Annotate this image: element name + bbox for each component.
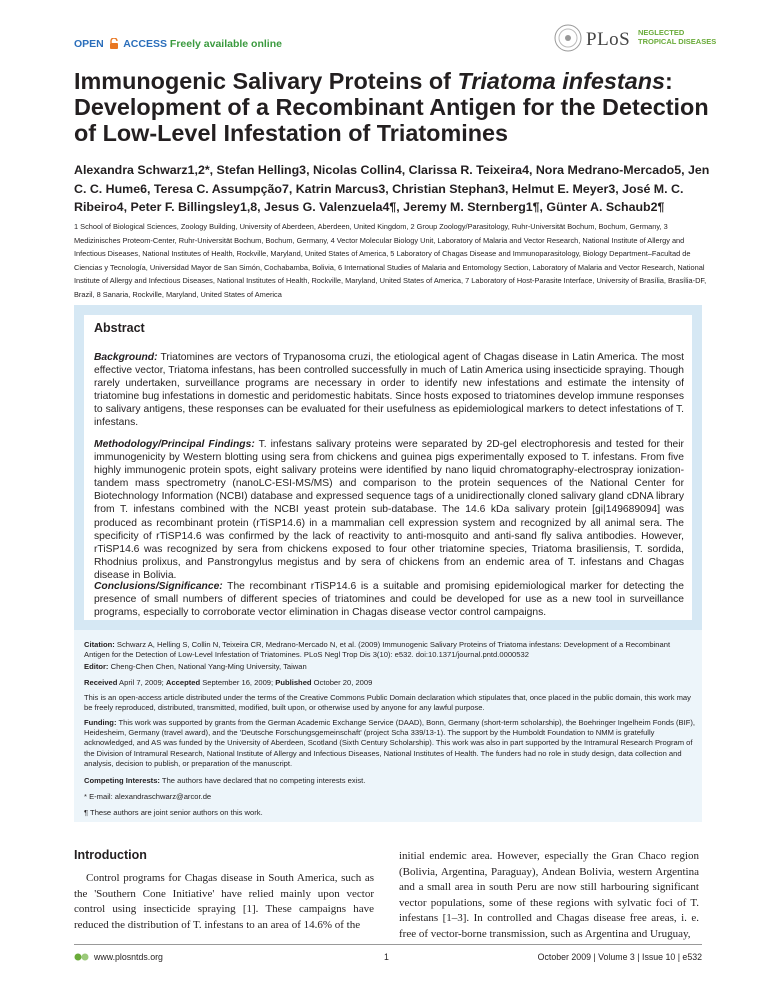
plos-seal-icon <box>552 22 584 54</box>
introduction-right-column: initial endemic area. However, especially the Gran Chaco region (Bolivia, Argentina, Paraguay), Andean Bolivia, western Argentina and a small area in south Peru are now still harbouring significant vector populations, some of these regions with sylvatic foci of T. infestans [1–3]. In controlled and Chagas disease free areas, i. e. free of vector-borne transmission, such as Argentina and Uruguay, <box>399 850 699 940</box>
website-icon <box>74 953 90 961</box>
open-access-label: OPEN <box>74 38 104 50</box>
abstract-conclusions: Conclusions/Significance: The recombinant rTiSP14.6 is a suitable and promising epidemiological marker for detecting the presence of small numbers of different species of triatomines and could be developed for use as a new tool in surveillance programs, especially to corroborate vector elimination in Chagas disease vector control campaigns. <box>94 581 684 619</box>
license: This is an open-access article distributed under the terms of the Creative Commons Public Domain declaration which stipulates that, once placed in the public domain, this work may be freely reproduced, distributed, transmitted, modified, built upon, or otherwise used by anyone for any lawful purpose. <box>84 693 691 713</box>
journal-logo <box>552 22 717 54</box>
dates: Received April 7, 2009; Accepted September 16, 2009; Published October 20, 2009 <box>84 678 373 687</box>
abstract-box <box>74 305 702 630</box>
competing-interests: Competing Interests: The authors have declared that no competing interests exist. <box>84 776 366 785</box>
journal-subtitle: NEGLECTED TROPICAL DISEASES <box>638 28 717 46</box>
page-number: 1 <box>384 952 389 962</box>
issue-info: October 2009 | Volume 3 | Issue 10 | e532 <box>537 952 702 962</box>
open-access-banner <box>74 38 282 50</box>
access-label: ACCESS <box>123 38 167 50</box>
joint-authors-note: ¶ These authors are joint senior authors on this work. <box>84 808 263 817</box>
abstract-methods: Methodology/Principal Findings: T. infestans salivary proteins were separated by 2D-gel electrophoresis and tested for their immunogenicity by Western blotting using sera from chickens and guinea pigs experimentally exposed to T. infestans. From five highly immunogenic protein spots, eight salivary proteins were identified by nano liquid chromatography-electrospray ionization-tandem mass spectrometry (nanoLC-ESI-MS/MS) and comparison to the protein sequences of the National Center for Biotechnology Information (NCBI) database and expressed sequence tags of a unidirectionally cloned salivary gland cDNA library from T. infestans combined with the NCBI yeast protein sub-database. The 14.6 kDa salivary protein [gi|149689094] was produced as recombinant protein (rTiSP14.6) in a mammalian cell expression system and recognized by all animal sera. The specificity of rTiSP14.6 was confirmed by the lack of reactivity to anti-mosquito and anti-sand fly saliva antibodies. However, rTiSP14.6 was recognized by sera from chickens exposed to four other triatomine species, Triatoma brasiliensis, T. sordida, Rhodnius prolixus, and Panstrongylus megistus and by sera of chickens from an endemic area of T. infestans and Chagas disease in Bolivia. <box>94 439 684 581</box>
abstract-heading: Abstract <box>94 321 145 335</box>
affiliations: 1 School of Biological Sciences, Zoology Building, University of Aberdeen, Aberdeen, United Kingdom, 2 Group Zoology/Parasitology, Ruhr-Universität Bochum, Bochum, Germany, 3 Medizinisches Proteom-Center, Ruhr-Universität Bochum, Bochum, Germany, 4 Vector Molecular Biology Unit, Laboratory of Malaria and Vector Research, National Institute of Allergy and Infectious Diseases, National Institutes of Health, Rockville, Maryland, United States of America, 5 Laboratory of Chagas Disease and Immunoparasitology, Biology Department–Facultad de Ciencias y Tecnología, Universidad Mayor de San Simón, Cochabamba, Bolivia, 6 International Studies of Malaria and Entomology Section, Laboratory of Malaria and Vector Research, National Institute of Allergy and Infectious Diseases, National Institutes of Health, Rockville, Maryland, United States of America, 7 Laboratory of Host-Parasite Interface, University of Brasília, Brasília-DF, Brazil, 8 Sanaria, Rockville, Maryland, United States of America <box>74 222 707 299</box>
article-title: Immunogenic Salivary Proteins of Triatoma infestans: Development of a Recombinant Antigen for the Detection of Low-Level Infestation of Triatomines <box>74 68 709 146</box>
introduction-heading: Introduction <box>74 848 147 862</box>
email: * E-mail: alexandraschwarz@arcor.de <box>84 792 212 801</box>
editor: Editor: Cheng-Chen Chen, National Yang-Ming University, Taiwan <box>84 662 307 671</box>
journal-name: PLoS <box>586 29 631 50</box>
open-lock-icon <box>109 38 119 49</box>
footer-url[interactable]: www.plosntds.org <box>74 952 163 962</box>
author-list: Alexandra Schwarz1,2*, Stefan Helling3, Nicolas Collin4, Clarissa R. Teixeira4, Nora Medrano-Mercado5, Jen C. C. Hume6, Teresa C. Assumpção7, Katrin Marcus3, Christian Stephan3, Helmut E. Meyer3, José M. C. Ribeiro4, Peter F. Billingsley1,8, Jesus G. Valenzuela4¶, Jeremy M. Sternberg1¶, Günter A. Schaub2¶ <box>74 163 710 214</box>
citation: Citation: Schwarz A, Helling S, Collin N, Teixeira CR, Medrano-Mercado N, et al. (2009) Immunogenic Salivary Proteins of Triatoma infestans: Development of a Recombinant Antigen for the Detection of Low-Level Infestation of Triatomines. PLoS Negl Trop Dis 3(10): e532. doi:10.1371/journal.pntd.0000532 <box>84 640 671 660</box>
article-metadata <box>74 630 702 822</box>
footer-divider <box>74 944 702 945</box>
freely-available-label: Freely available online <box>169 38 282 50</box>
funding: Funding: This work was supported by grants from the German Academic Exchange Service (DAAD), Bonn, Germany (short-term scholarship), the Boehringer Ingelheim Fonds (BIF), Heidesheim, Germany (travel award), and the 'Deutsche Forschungsgemeinschaft' (project Scha 339/13-1). The support by the Humboldt Foundation to NMM is gratefully acknowledged, and AS was funded by the University of Aberdeen, Scotland (Sixth Century Scholarship). This work was also in part supported by the Intramural Research Program of the Division of Intramural Research, National Institute of Allergy and Infectious Diseases, National Institutes of Health. The funders had no role in study design, data collection and analysis, decision to publish, or preparation of the manuscript. <box>84 718 695 768</box>
introduction-left-column: Control programs for Chagas disease in South America, such as the 'Southern Cone Initiative' have relied mainly upon vector control using insecticide spraying [1]. These campaigns have reduced the distribution of T. infestans to an area of 14.6% of the <box>74 872 374 931</box>
abstract-background: Background: Triatomines are vectors of Trypanosoma cruzi, the etiological agent of Chagas disease in Latin America. The most effective vector, Triatoma infestans, has been controlled successfully in much of Latin America using insecticide spraying. Though rarely undertaken, surveillance programs are necessary in order to identify new infestations and estimate the intensity of triatomine bug infestations in domestic and peridomestic habitats. Since hosts exposed to triatomines develop immune responses to salivary antigens, these responses can be evaluated for their usefulness as epidemiological markers to detect infestations of T. infestans. <box>94 352 684 429</box>
abstract-content <box>84 315 692 620</box>
